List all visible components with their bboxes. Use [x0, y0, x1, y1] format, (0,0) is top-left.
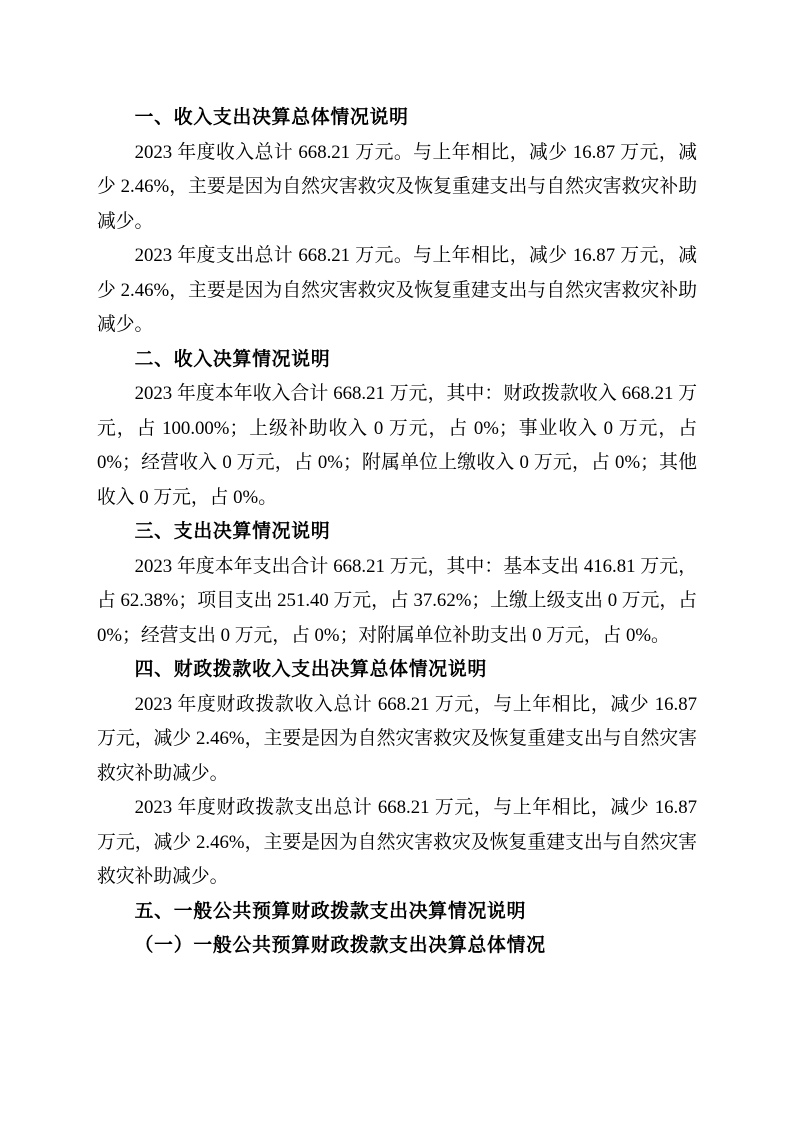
heading-general-budget-expense: 五、一般公共预算财政拨款支出决算情况说明 [134, 900, 527, 922]
para-income-breakdown: 2023 年度本年收入合计 668.21 万元，其中：财政拨款收入 668.21 万元，占 100.00%；上级补助收入 0 万元，占 0%；事业收入 0 万元，占 0%；经营收入 0 万元，占 0%；附属单位上缴收入 0 万元，占 0%；其他收入 0 万元，占 0%。 [97, 383, 697, 508]
heading-income-final-accounts: 二、收入决算情况说明 [134, 348, 331, 370]
heading-general-budget-expense-overview: （一）一般公共预算财政拨款支出决算总体情况 [134, 935, 546, 956]
heading-overall-income-expense: 一、收入支出决算总体情况说明 [134, 107, 409, 128]
para-fiscal-appropriation-expense: 2023 年度财政拨款支出总计 668.21 万元，与上年相比，减少 16.87 万元，减少 2.46%，主要是因为自然灾害救灾及恢复重建支出与自然灾害救灾补助减少。 [97, 797, 697, 887]
para-fiscal-appropriation-income: 2023 年度财政拨款收入总计 668.21 万元，与上年相比，减少 16.87 万元，减少 2.46%，主要是因为自然灾害救灾及恢复重建支出与自然灾害救灾补助减少。 [97, 693, 697, 784]
heading-fiscal-appropriation-overview: 四、财政拨款收入支出决算总体情况说明 [134, 659, 488, 680]
para-expense-breakdown: 2023 年度本年支出合计 668.21 万元，其中：基本支出 416.81 万元，占 62.38%；项目支出 251.40 万元，占 37.62%；上缴上级支出 0 万元，占 0%；经营支出 0 万元，占 0%；对附属单位补助支出 0 万元，占 0%。 [97, 555, 697, 646]
para-income-total: 2023 年度收入总计 668.21 万元。与上年相比，减少 16.87 万元，减少 2.46%，主要是因为自然灾害救灾及恢复重建支出与自然灾害救灾补助减少。 [97, 141, 697, 232]
heading-expense-final-accounts: 三、支出决算情况说明 [134, 521, 331, 542]
para-expense-total: 2023 年度支出总计 668.21 万元。与上年相比，减少 16.87 万元，减少 2.46%，主要是因为自然灾害救灾及恢复重建支出与自然灾害救灾补助减少。 [97, 245, 697, 335]
